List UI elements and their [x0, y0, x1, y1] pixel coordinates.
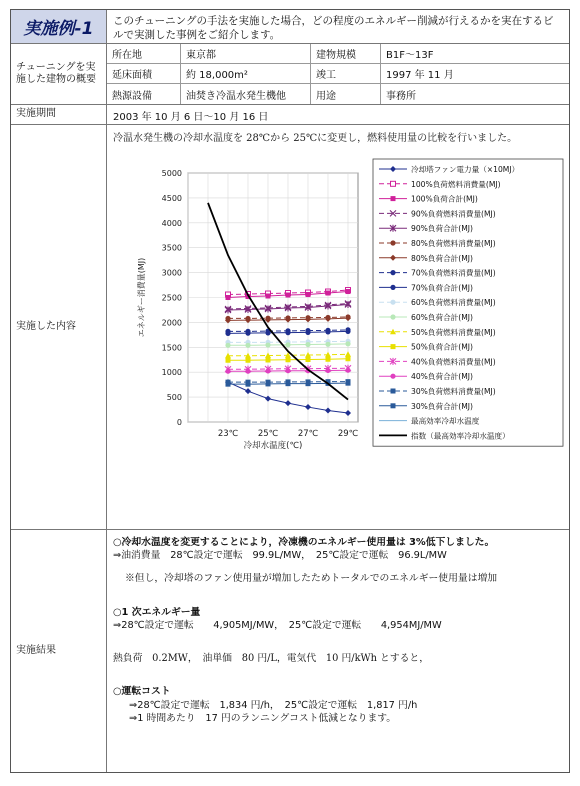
overview-value: 1997 年 11 月 — [381, 64, 569, 84]
legend-marker — [390, 240, 395, 245]
results-row — [11, 530, 569, 772]
data-point — [345, 329, 350, 334]
x-tick-label: 23℃ — [217, 429, 239, 439]
content-intro: 冷温水発生機の冷却水温度を 28℃から 25℃に変更し，燃料使用量の比較を行いました。 — [113, 133, 518, 144]
period-value: 2003 年 10 月 6 日～10 月 16 日 — [113, 112, 269, 123]
overview-row — [11, 44, 569, 105]
legend-label: 100%負荷燃料消費量(MJ) — [411, 179, 501, 189]
x-tick-label: 27℃ — [297, 429, 319, 439]
data-point — [285, 342, 290, 347]
legend-label: 40%負荷燃料消費量(MJ) — [411, 357, 496, 367]
data-point — [245, 369, 250, 374]
legend-marker — [391, 181, 396, 186]
legend-label: 指数（最高効率冷却水温度） — [411, 431, 510, 441]
data-point — [325, 368, 330, 373]
data-point — [345, 368, 350, 373]
data-point — [246, 382, 251, 387]
x-tick-label: 29℃ — [337, 429, 359, 439]
data-point — [245, 343, 250, 348]
result-heading-cost: ○運転コスト — [113, 686, 171, 698]
data-point — [306, 292, 311, 297]
legend-marker — [391, 389, 396, 394]
legend-label: 70%負荷燃料消費量(MJ) — [411, 268, 496, 278]
data-point — [346, 356, 351, 361]
data-point — [306, 381, 311, 386]
legend-label: 40%負荷合計(MJ) — [411, 372, 473, 382]
result-assumption: 熱負荷 0.2MW， 油単価 80 円/L，電気代 10 円/kWh とすると， — [113, 653, 430, 665]
result-heading-primary: ○1 次エネルギー量 — [113, 606, 201, 618]
legend-marker — [391, 403, 396, 408]
y-tick-label: 1000 — [161, 368, 182, 378]
document-sheet — [10, 9, 570, 773]
results-cell — [107, 530, 569, 772]
overview-value: B1F～13F — [381, 44, 569, 64]
overview-key: 所在地 — [107, 44, 181, 64]
data-point — [265, 330, 270, 335]
legend-label: 50%負荷燃料消費量(MJ) — [411, 327, 496, 337]
legend-marker — [390, 300, 395, 305]
data-point — [285, 330, 290, 335]
data-point — [245, 331, 250, 336]
y-tick-label: 2500 — [161, 293, 182, 303]
result-cost: ⇒28℃設定で運転 1,834 円/h， 25℃設定で運転 1,817 円/h — [129, 699, 418, 711]
content-cell — [107, 125, 569, 529]
legend-marker — [390, 270, 395, 275]
data-point — [326, 357, 331, 362]
overview-key: 用途 — [311, 84, 381, 104]
overview-key: 建物規模 — [311, 44, 381, 64]
y-tick-label: 3500 — [161, 243, 182, 253]
data-point — [265, 342, 270, 347]
result-note: ※但し，冷却塔のファン使用量が増加したためトータルでのエネルギー使用量は増加 — [125, 573, 498, 585]
y-tick-label: 2000 — [161, 318, 182, 328]
overview-key: 竣工 — [311, 64, 381, 84]
data-point — [346, 289, 351, 294]
data-point — [325, 329, 330, 334]
legend-label: 70%負荷合計(MJ) — [411, 283, 473, 293]
data-point — [345, 341, 350, 346]
legend-label: 60%負荷合計(MJ) — [411, 313, 473, 322]
data-point — [266, 357, 271, 362]
data-point — [305, 342, 310, 347]
data-point — [246, 358, 251, 363]
content-row — [11, 125, 569, 530]
data-point — [286, 381, 291, 386]
overview-grid — [107, 44, 569, 104]
example-badge: 実施例-1 — [11, 10, 107, 43]
result-primary: ⇒28℃設定で運転 4,905MJ/MW， 25℃設定で運転 4,954MJ/MW — [113, 619, 442, 631]
legend-label: 90%負荷合計(MJ) — [411, 224, 473, 234]
result-fuel: ⇒油消費量 28℃設定で運転 99.9L/MW， 25℃設定で運転 96.9L/MW — [113, 550, 447, 562]
result-heading-energy: ○冷却水温度を変更することにより，冷凍機のエネルギー使用量は 3%低下しました。 — [113, 537, 495, 548]
legend-label: 80%負荷燃料消費量(MJ) — [411, 239, 496, 248]
data-point — [346, 381, 351, 386]
overview-value: 約 18,000m² — [181, 64, 311, 84]
header-row — [11, 10, 569, 44]
y-axis-label: エネルギー消費量(MJ) — [137, 257, 146, 338]
data-point — [266, 294, 271, 299]
legend-label: 30%負荷燃料消費量(MJ) — [411, 387, 496, 396]
result-saving: ⇒1 時間あたり 17 円のランニングコスト低減となります。 — [129, 712, 397, 724]
data-point — [305, 330, 310, 335]
data-point — [225, 343, 230, 348]
legend-marker — [391, 196, 396, 201]
content-label: 実施した内容 — [11, 125, 107, 529]
data-point — [286, 357, 291, 362]
data-point — [285, 368, 290, 373]
legend-label: 60%負荷燃料消費量(MJ) — [411, 298, 496, 308]
data-point — [226, 295, 231, 300]
period-label: 実施期間 — [11, 105, 107, 124]
overview-label: チューニングを実施した建物の概要 — [11, 44, 107, 104]
data-point — [325, 342, 330, 347]
y-tick-label: 1500 — [161, 343, 182, 353]
legend-label: 100%負荷合計(MJ) — [411, 194, 478, 204]
overview-key: 熱源設備 — [107, 84, 181, 104]
overview-key: 延床面積 — [107, 64, 181, 84]
results-label: 実施結果 — [11, 530, 107, 772]
data-point — [266, 381, 271, 386]
legend-label: 90%負荷燃料消費量(MJ) — [411, 209, 496, 219]
data-point — [226, 382, 231, 387]
legend-label: 50%負荷合計(MJ) — [411, 342, 473, 352]
data-point — [225, 369, 230, 374]
y-tick-label: 4000 — [161, 218, 182, 228]
legend-marker — [390, 285, 395, 290]
x-tick-label: 25℃ — [257, 429, 279, 439]
data-point — [286, 293, 291, 298]
data-point — [225, 331, 230, 336]
overview-value: 東京都 — [181, 44, 311, 64]
y-tick-label: 5000 — [161, 169, 182, 178]
data-point — [306, 357, 311, 362]
overview-value: 油焚き冷温水発生機他 — [181, 84, 311, 104]
legend-label: 最高効率冷却水温度 — [411, 416, 480, 426]
data-point — [226, 358, 231, 363]
legend-label: 80%負荷合計(MJ) — [411, 253, 473, 263]
data-point — [326, 291, 331, 296]
overview-value: 事務所 — [386, 90, 416, 102]
legend-label: 30%負荷合計(MJ) — [411, 401, 473, 411]
legend-marker — [390, 374, 395, 379]
y-tick-label: 3000 — [161, 268, 182, 278]
period-row — [11, 105, 569, 125]
x-axis-label: 冷却水温度(℃) — [243, 441, 303, 451]
legend-marker — [390, 314, 395, 319]
y-tick-label: 4500 — [161, 193, 182, 203]
y-tick-label: 500 — [166, 393, 182, 403]
legend-marker — [391, 344, 396, 349]
header-text: このチューニングの手法を実施した場合，どの程度のエネルギー削減が行えるかを実在するビルで実測した事例をご紹介します。 — [113, 15, 554, 42]
data-point — [265, 368, 270, 373]
energy-chart — [113, 151, 565, 451]
legend-label: 冷却塔ファン電力量（×10MJ） — [411, 165, 520, 174]
y-tick-label: 0 — [176, 418, 182, 427]
